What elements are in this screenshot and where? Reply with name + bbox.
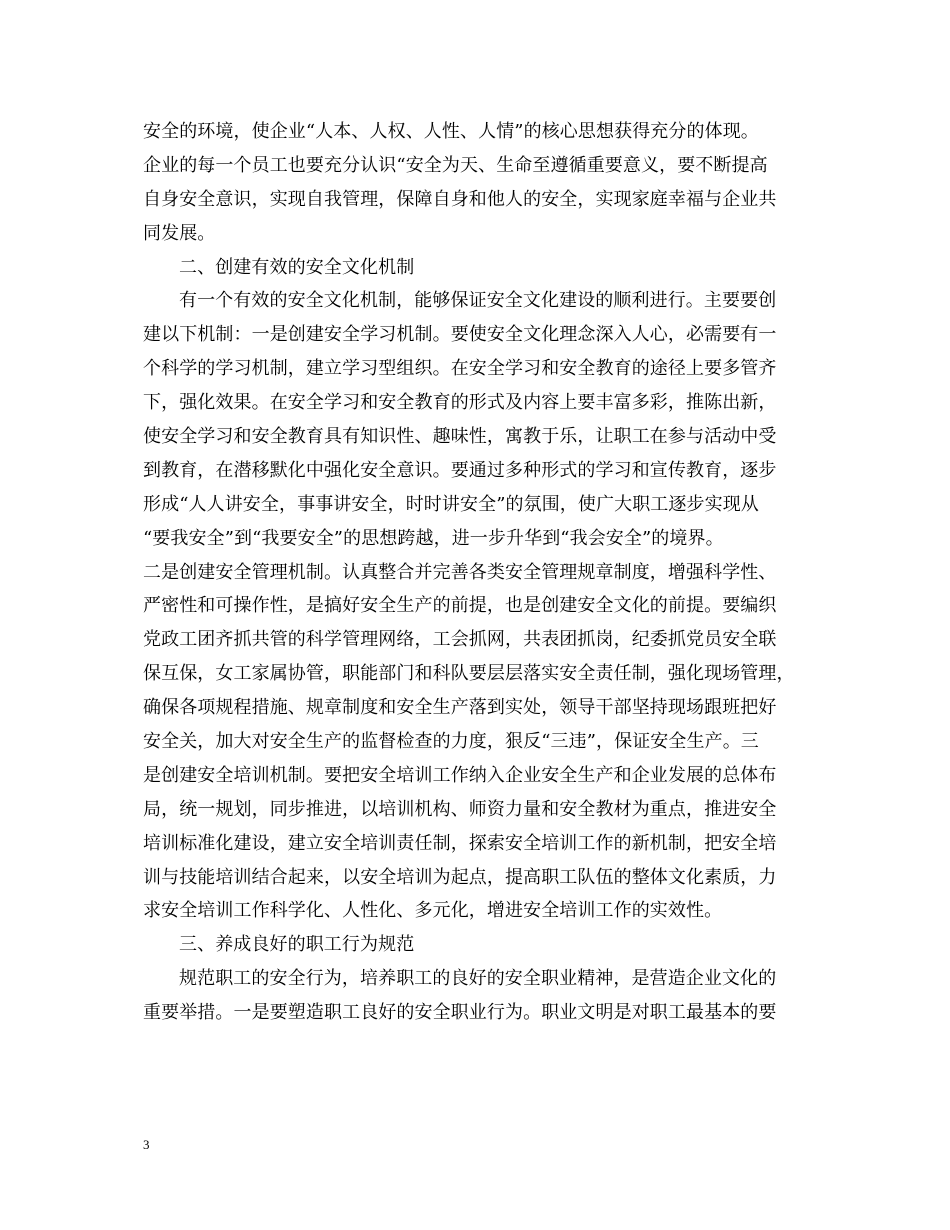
text-line: 规范职工的安全行为，培养职工的良好的安全职业精神，是营造企业文化的 <box>179 968 777 990</box>
text-line: 建以下机制：一是创建安全学习机制。要使安全文化理念深入人心，必需要有一 <box>143 324 777 346</box>
text-line: 确保各项规程措施、规章制度和安全生产落到实处，领导干部坚持现场跟班把好 <box>143 697 777 719</box>
text-line: 重要举措。一是要塑造职工良好的安全职业行为。职业文明是对职工最基本的要 <box>143 1002 777 1024</box>
text-line: 到教育，在潜移默化中强化安全意识。要通过多种形式的学习和宣传教育，逐步 <box>143 459 777 481</box>
text-line: 保互保，女工家属协管，职能部门和科队要层层落实安全责任制，强化现场管理， <box>143 663 795 685</box>
text-line: 同发展。 <box>143 222 216 244</box>
text-line: 二是创建安全管理机制。认真整合并完善各类安全管理规章制度，增强科学性、 <box>143 561 777 583</box>
text-line: 是创建安全培训机制。要把安全培训工作纳入企业安全生产和企业发展的总体布 <box>143 764 777 786</box>
body-text <box>143 115 823 1030</box>
text-line: 安全关，加大对安全生产的监督检查的力度，狠反“三违”，保证安全生产。三 <box>143 731 759 753</box>
text-line: 求安全培训工作科学化、人性化、多元化，增进安全培训工作的实效性。 <box>143 900 723 922</box>
page-number: 3 <box>143 1137 150 1152</box>
text-line: 使安全学习和安全教育具有知识性、趣味性，寓教于乐，让职工在参与活动中受 <box>143 426 777 448</box>
text-line: 局，统一规划，同步推进，以培训机构、师资力量和安全教材为重点，推进安全 <box>143 798 777 820</box>
text-line: 下，强化效果。在安全学习和安全教育的形式及内容上要丰富多彩，推陈出新， <box>143 392 777 414</box>
text-line: 有一个有效的安全文化机制，能够保证安全文化建设的顺利进行。主要要创 <box>179 290 777 312</box>
text-line: 形成“人人讲安全，事事讲安全，时时讲安全”的氛围，使广大职工逐步实现从 <box>143 493 759 515</box>
text-line: 党政工团齐抓共管的科学管理网络，工会抓网，共表团抓岗，纪委抓党员安全联 <box>143 629 777 651</box>
text-line: 培训标准化建设，建立安全培训责任制，探索安全培训工作的新机制，把安全培 <box>143 832 777 854</box>
text-line: 安全的环境，使企业“人本、人权、人性、人情”的核心思想获得充分的体现。 <box>143 121 759 142</box>
text-line: 训与技能培训结合起来，以安全培训为起点，提高职工队伍的整体文化素质，力 <box>143 866 777 888</box>
text-line: “要我安全”到“我要安全”的思想跨越，进一步升华到“我会安全”的境界。 <box>143 527 724 549</box>
text-line: 企业的每一个员工也要充分认识“安全为天、生命至遵循重要意义，要不断提高 <box>143 154 768 176</box>
text-line: 个科学的学习机制，建立学习型组织。在安全学习和安全教育的途径上要多管齐 <box>143 358 777 380</box>
text-line: 严密性和可操作性，是搞好安全生产的前提，也是创建安全文化的前提。要编织 <box>143 595 777 617</box>
text-line: 自身安全意识，实现自我管理，保障自身和他人的安全，实现家庭幸福与企业共 <box>143 188 777 210</box>
section-heading: 三、养成良好的职工行为规范 <box>179 934 415 956</box>
section-heading: 二、创建有效的安全文化机制 <box>179 256 415 278</box>
